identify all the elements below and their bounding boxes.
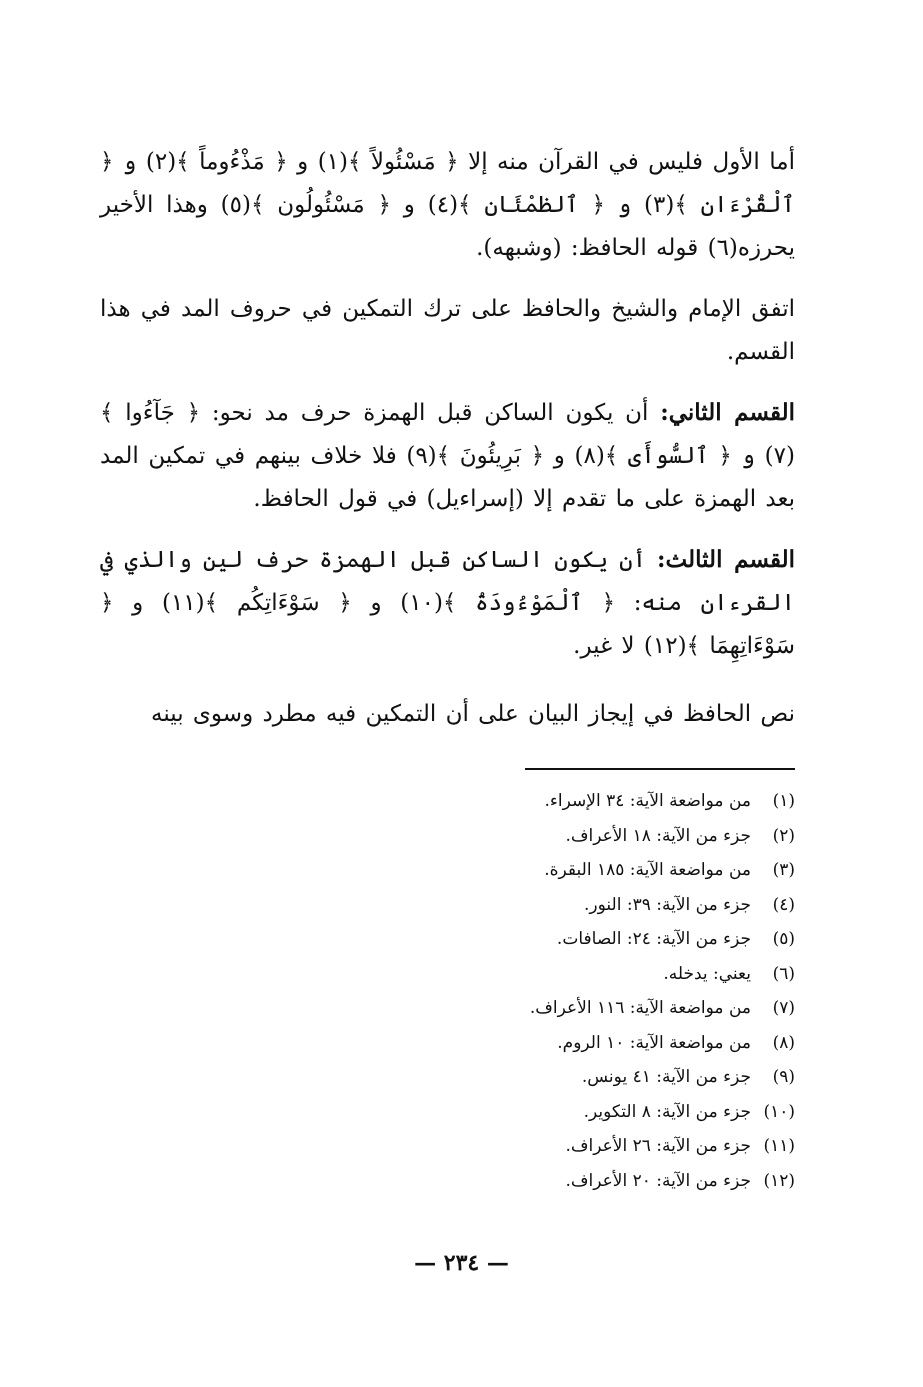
- footnote-text: جزء من الآية: ٢٦ الأعراف.: [565, 1136, 751, 1156]
- footnote-text: جزء من الآية: ٣٩: النور.: [584, 894, 751, 915]
- body-text: [100, 140, 795, 736]
- footnote-text: من مواضعة الآية: ١٠ الروم.: [557, 1032, 751, 1053]
- footnote: [100, 888, 795, 923]
- footnote-number: (٢): [772, 825, 795, 846]
- paragraph-text: اتفق الإمام والشيخ والحافظ على ترك التمكين في حروف المد في هذا القسم.: [100, 296, 795, 365]
- footnote-number: (٧): [772, 998, 795, 1018]
- paragraph-2: [100, 287, 795, 374]
- footnote: [100, 1164, 795, 1199]
- footnote: [100, 1026, 795, 1061]
- paragraph-5: [100, 692, 795, 736]
- footnote-number: (٥): [772, 929, 795, 949]
- paragraph-text: أن يكون الساكن قبل الهمزة حرف لين والذي في القرءان منه: ﴿ ٱلْمَوْءُودَةُ ﴾(١٠) و ﴿ سَوْءَاتِكُم ﴾(١١) و ﴿ سَوْءَاتِهِمَا ﴾(١٢) لا غير.: [100, 547, 795, 659]
- footnote-text: من مواضعة الآية: ١٨٥ البقرة.: [544, 860, 751, 880]
- section-heading-second: القسم الثاني:: [660, 399, 795, 426]
- footnote: [100, 853, 795, 888]
- footnote-number: (٣): [772, 860, 795, 880]
- footnote-text: من مواضعة الآية: ١١٦ الأعراف.: [529, 998, 751, 1018]
- footnote-text: يعني: يدخله.: [663, 963, 751, 984]
- footnote-number: (١١): [763, 1136, 795, 1156]
- footnote-text: جزء من الآية: ١٨ الأعراف.: [565, 825, 751, 846]
- footnote-number: (٨): [772, 1032, 795, 1053]
- paragraph-3: [100, 391, 795, 521]
- footnote-text: جزء من الآية: ٨ التكوير.: [583, 1101, 751, 1122]
- footnote-number: (٦): [772, 963, 795, 984]
- footnotes-list: [100, 784, 795, 1198]
- page-number: — ٢٣٤ —: [414, 1250, 509, 1276]
- footnote-text: جزء من الآية: ٤١ يونس.: [581, 1067, 751, 1087]
- paragraph-text: أما الأول فليس في القرآن منه إلا ﴿ مَسْئُولاً ﴾(١) و ﴿ مَذْءُوماً ﴾(٢) و ﴿ ٱلْقُرْءَان ﴾(٣) و ﴿ ٱلظمْئَان ﴾(٤) و ﴿ مَسْئُولُون ﴾(٥) وهذا الأخير يحرزه(٦) قوله الحافظ: (وشبهه).: [100, 149, 795, 261]
- footnote-number: (١): [772, 791, 795, 811]
- footnote: [100, 1060, 795, 1095]
- paragraph-text: نص الحافظ في إيجاز البيان على أن التمكين فيه مطرد وسوى بينه: [150, 701, 795, 727]
- footnote: [100, 922, 795, 957]
- footnote: [100, 1095, 795, 1130]
- footnote-divider: [525, 768, 795, 770]
- section-heading-third: القسم الثالث:: [657, 546, 795, 573]
- paragraph-4: [100, 538, 795, 668]
- footnote-number: (٤): [772, 894, 795, 915]
- footnote-text: من مواضعة الآية: ٣٤ الإسراء.: [544, 791, 751, 811]
- footnote-number: (٩): [772, 1067, 795, 1087]
- footnote: [100, 819, 795, 854]
- footnote: [100, 784, 795, 819]
- footnote-text: جزء من الآية: ٢٤: الصافات.: [556, 929, 751, 949]
- footnote: [100, 991, 795, 1026]
- footnote-number: (١٢): [763, 1170, 795, 1191]
- paragraph-text: أن يكون الساكن قبل الهمزة حرف مد نحو: ﴿ جَآءُوا ﴾(٧) و ﴿ ٱلسُّوأَى ﴾(٨) و ﴿ بَرِيئُونَ ﴾(٩) فلا خلاف بينهم في تمكين المد بعد الهمزة على ما تقدم إلا (إسراءيل) في قول الحافظ.: [100, 400, 795, 512]
- footnote: [100, 1129, 795, 1164]
- footnote-number: (١٠): [763, 1101, 795, 1122]
- footnote: [100, 957, 795, 992]
- footnote-text: جزء من الآية: ٢٠ الأعراف.: [565, 1170, 751, 1191]
- paragraph-1: [100, 140, 795, 270]
